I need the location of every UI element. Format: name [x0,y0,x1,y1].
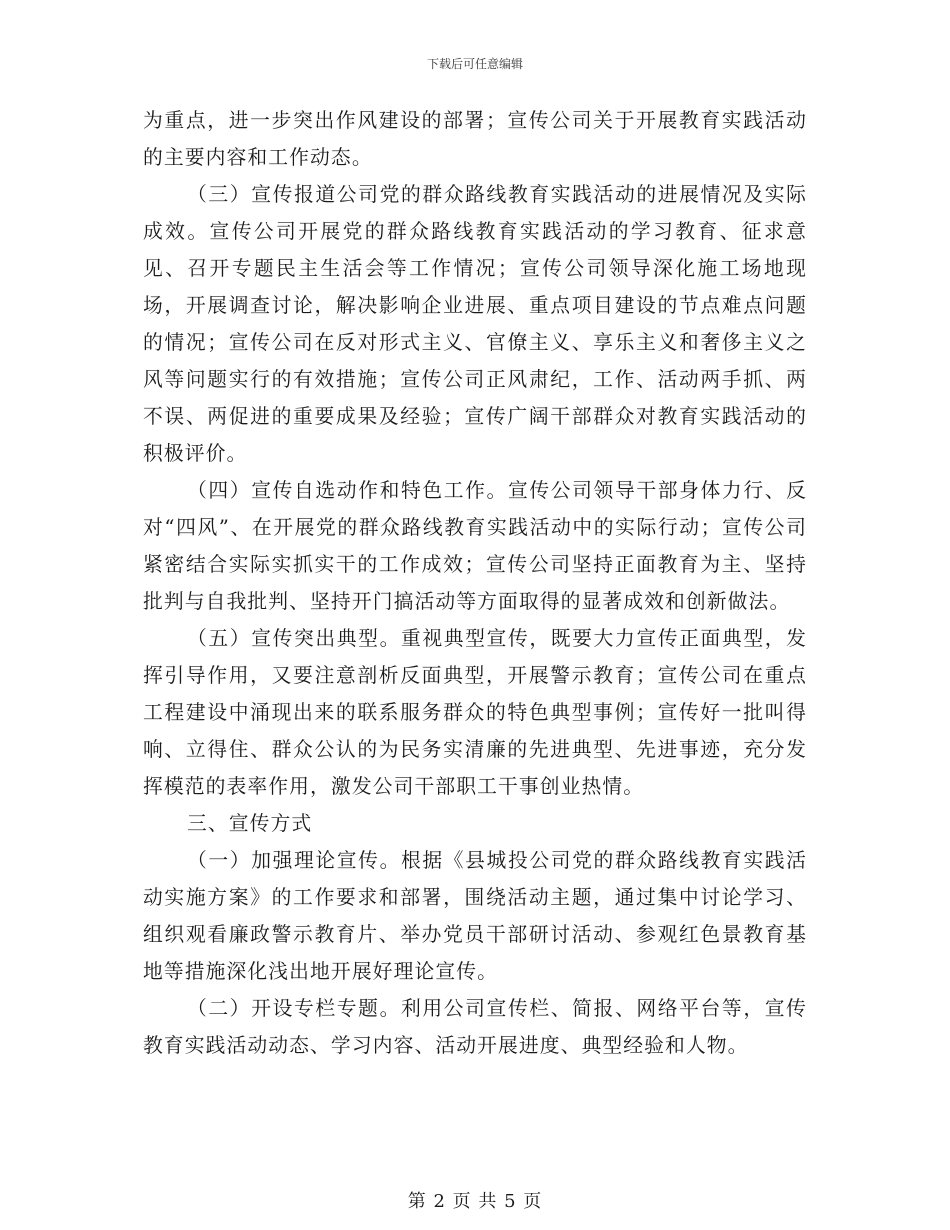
paragraph-method-1: （一）加强理论宣传。根据《县城投公司党的群众路线教育实践活动实施方案》的工作要求和部署，围绕活动主题，通过集中讨论学习、组织观看廉政警示教育片、举办党员干部研讨活动、参观红色景教育基地等措施深化浅出地开展好理论宣传。 [143,849,807,983]
paragraph-continuation: 为重点，进一步突出作风建设的部署；宣传公司关于开展教育实践活动的主要内容和工作动态。 [143,109,807,169]
page-number-footer: 第 2 页 共 5 页 [407,1191,543,1212]
paragraph-method-2: （二）开设专栏专题。利用公司宣传栏、简报、网络平台等，宣传教育实践活动动态、学习内容、活动开展进度、典型经验和人物。 [143,997,807,1057]
paragraph-section-3: （三）宣传报道公司党的群众路线教育实践活动的进展情况及实际成效。宣传公司开展党的群众路线教育实践活动的学习教育、征求意见、召开专题民主生活会等工作情况；宣传公司领导深化施工场地现场，开展调查讨论，解决影响企业进展、重点项目建设的节点难点问题的情况；宣传公司在反对形式主义、官僚主义、享乐主义和奢侈主义之风等问题实行的有效措施；宣传公司正风肃纪，工作、活动两手抓、两不误、两促进的重要成果及经验；宣传广阔干部群众对教育实践活动的积极评价。 [143,183,807,465]
paragraph-section-5: （五）宣传突出典型。重视典型宣传，既要大力宣传正面典型，发挥引导作用，又要注意剖析反面典型，开展警示教育；宣传公司在重点工程建设中涌现出来的联系服务群众的特色典型事例；宣传好一批叫得响、立得住、群众公认的为民务实清廉的先进典型、先进事迹，充分发挥模范的表率作用，激发公司干部职工干事创业热情。 [143,627,807,798]
section-heading-publicity-methods: 三、宣传方式 [187,812,313,835]
paragraph-section-4: （四）宣传自选动作和特色工作。宣传公司领导干部身体力行、反对“四风”、在开展党的群众路线教育实践活动中的实际行动；宣传公司紧密结合实际实抓实干的工作成效；宣传公司坚持正面教育为主、坚持批判与自我批判、坚持开门搞活动等方面取得的显著成效和创新做法。 [143,479,807,613]
page-header: 下载后可任意编辑 [426,57,523,71]
document-body [143,102,807,1064]
